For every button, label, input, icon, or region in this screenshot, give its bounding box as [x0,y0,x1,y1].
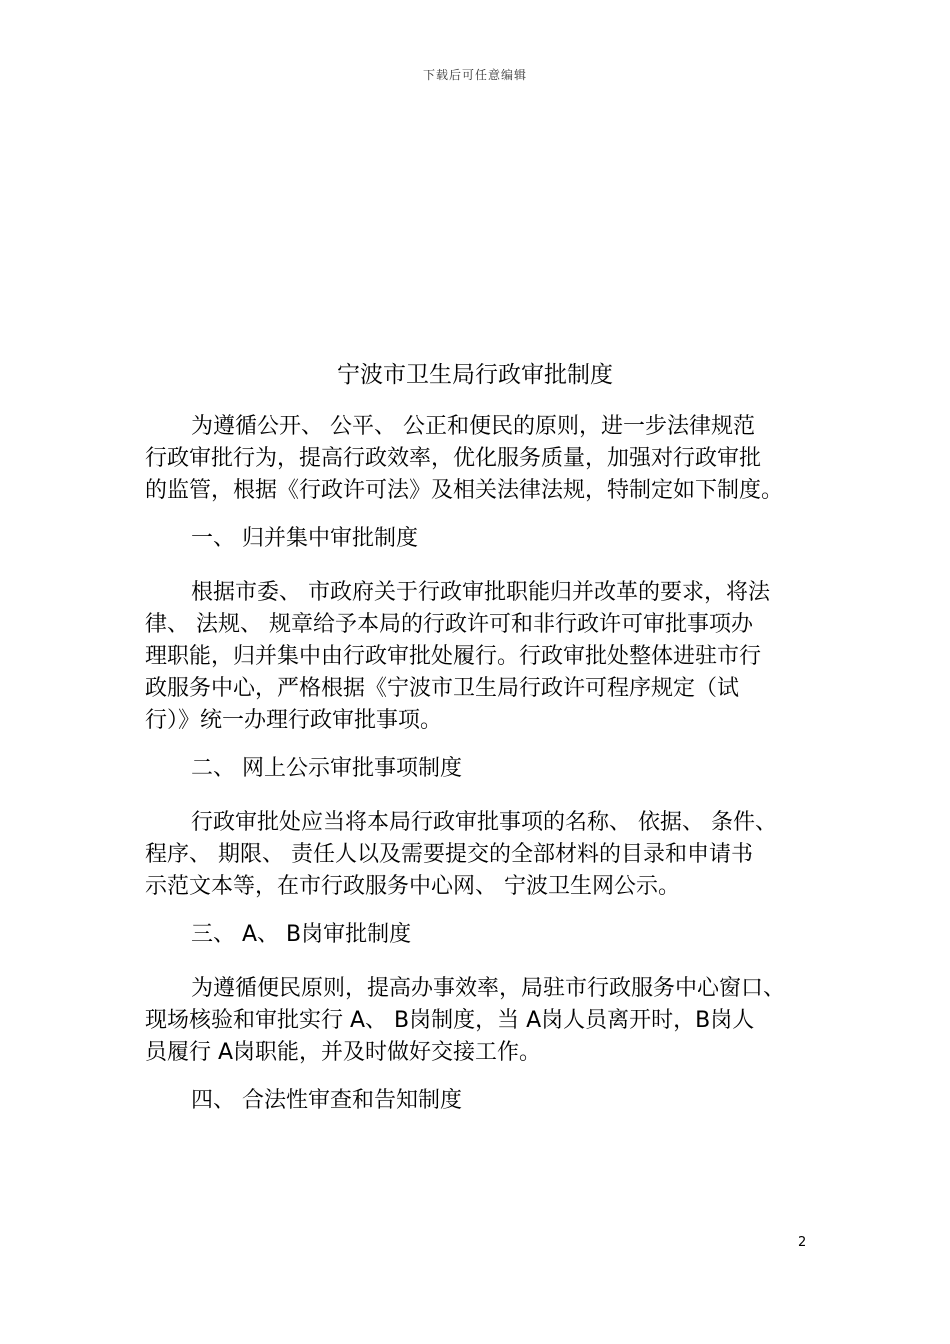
intro-paragraph [145,411,810,507]
section-line: 行）》统一办理行政审批事项。 [145,708,443,733]
section-heading-4: 四、 合法性审查和告知制度 [191,1088,462,1113]
header-note: 下载后可任意编辑 [422,68,527,82]
intro-line: 行政审批行为，提高行政效率，优化服务质量，加强对行政审批 [145,446,762,471]
section-heading-3: 三、 A、 B岗审批制度 [191,922,412,947]
section-line: 行政审批处应当将本局行政审批事项的名称、 依据、 条件、 [191,810,777,835]
section-line: 政服务中心，严格根据《宁波市卫生局行政许可程序规定（试 [145,676,740,701]
document-body [145,411,810,1131]
section-line: 现场核验和审批实行 A、 B岗制度，当 A岗人员离开时，B岗人 [145,1008,755,1033]
document-title: 宁波市卫生局行政审批制度 [337,362,613,388]
section-line: 为遵循便民原则，提高办事效率，局驻市行政服务中心窗口、 [191,976,786,1001]
section-paragraph-3 [145,973,810,1069]
section-heading-1: 一、 归并集中审批制度 [191,526,418,551]
page-number: 2 [798,1235,807,1250]
section-line: 理职能，归并集中由行政审批处履行。行政审批处整体进驻市行 [145,644,762,669]
intro-line: 的监管，根据《行政许可法》及相关法律法规，特制定如下制度。 [145,478,784,503]
section-line: 程序、 期限、 责任人以及需要提交的全部材料的目录和申请书 [145,842,753,867]
section-heading-2: 二、 网上公示审批事项制度 [191,756,462,781]
section-line: 律、 法规、 规章给予本局的行政许可和非行政许可审批事项办 [145,612,753,637]
section-line: 员履行 A岗职能，并及时做好交接工作。 [145,1040,542,1065]
intro-line: 为遵循公开、 公平、 公正和便民的原则，进一步法律规范 [191,414,755,439]
section-line: 根据市委、 市政府关于行政审批职能归并改革的要求，将法 [191,580,770,605]
section-line: 示范文本等，在市行政服务中心网、 宁波卫生网公示。 [145,874,680,899]
section-paragraph-2 [145,807,810,903]
section-paragraph-1 [145,577,810,737]
